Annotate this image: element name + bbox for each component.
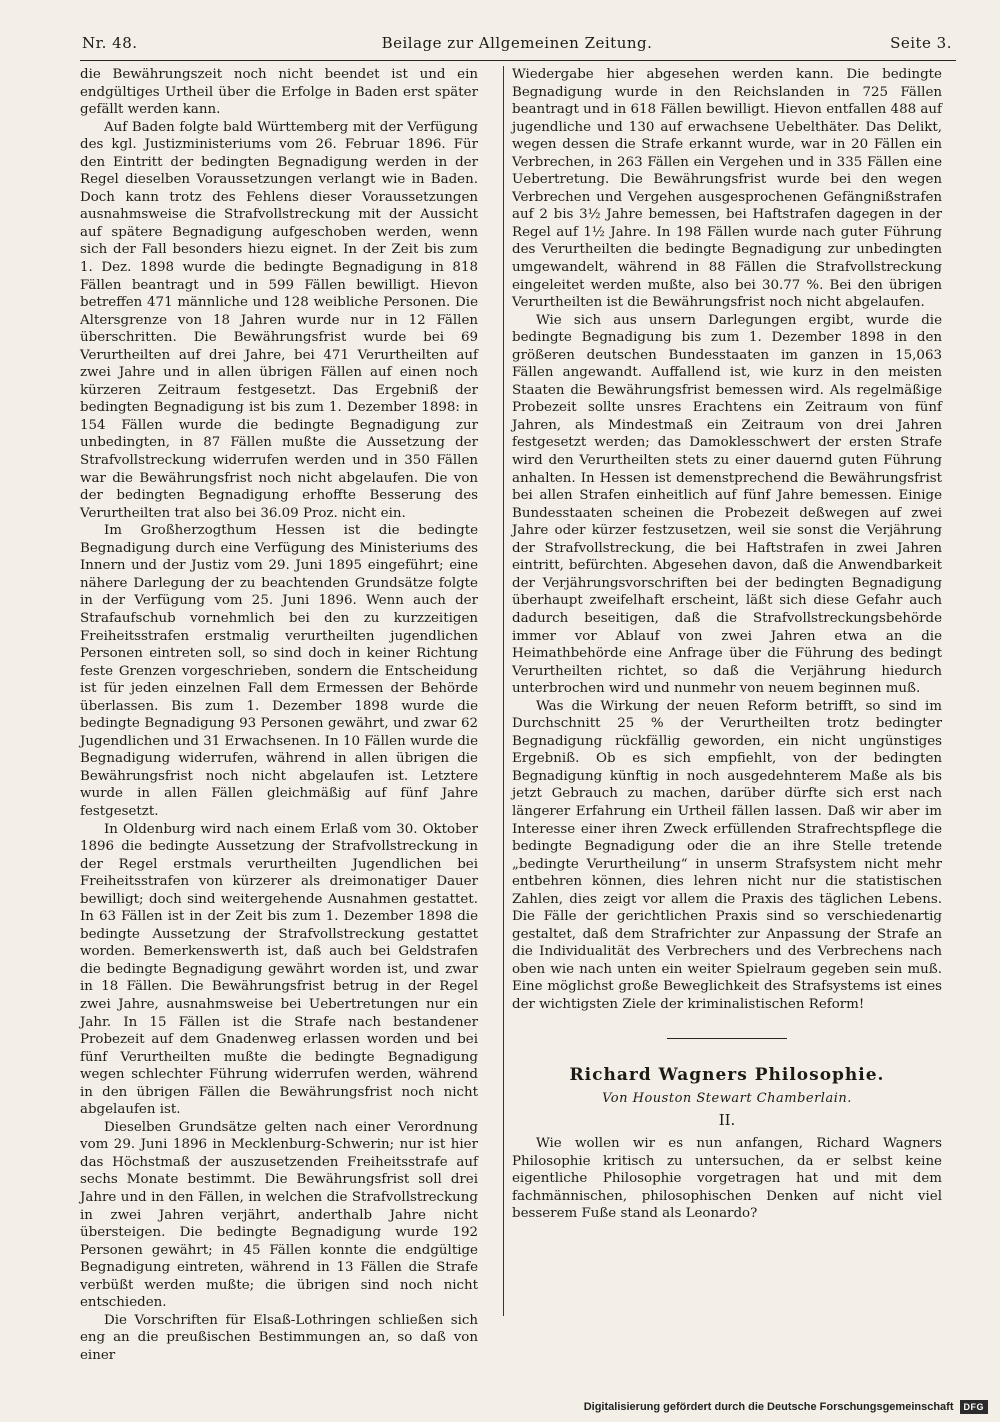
left-paragraph-1: die Bewährungszeit noch nicht beendet ist und ein endgültiges Urtheil über die Erfolge in Baden erst später gefällt werden kann. [80,67,478,118]
right-paragraph-3: Was die Wirkung der neuen Reform betrifft, so sind im Durchschnitt 25 % der Verurtheilten trotz bedingter Begnadigung rückfällig geworden, ein nicht ungünstiges Ergebniß. Ob es sich empfiehlt, von der bedingten Begnadigung künftig in noch ausgedehnterem Maße als bis jetzt Gebrauch zu machen, darüber dürfte sich erst nach längerer Erfahrung ein Urtheil fällen lassen. Daß wir aber im Interesse einer ihren Zweck erfüllenden Strafrechtspflege die bedingte Begnadigung oder die an ihre Stelle tretende „bedingte Verurtheilung“ in unserm Strafsystem nicht mehr entbehren können, dies lehren nicht nur die statistischen Zahlen, dies zeigt vor allem die Praxis des täglichen Lebens. Die Fälle der gerichtlichen Praxis sind so verschiedenartig gestaltet, daß dem Strafrichter zur Anpassung der Strafe an die Individualität des Verbrechers und des Verbrechens nach oben wie nach unten ein weiter Spielraum gegeben sein muß. Eine möglichst große Beweglichkeit des Strafsystems ist eines der wichtigsten Ziele der kriminalistischen Reform! [512,698,942,1012]
left-paragraph-3: Im Großherzogthum Hessen ist die bedingte Begnadigung durch eine Verfügung des Ministeriums des Innern und der Justiz vom 29. Juni 1895 eingeführt; eine nähere Darlegung der zu beachtenden Grundsätze folgte in der Verfügung vom 25. Juni 1896. Wenn auch der Strafaufschub vornehmlich bei den zu kurzzeitigen Freiheitsstrafen erstmalig verurtheilten jugendlichen Personen eintreten soll, so sind doch in keiner Richtung feste Grenzen vorgeschrieben, sondern die Entscheidung ist für jeden einzelnen Fall dem Ermessen der Behörde überlassen. Bis zum 1. Dezember 1898 wurde die bedingte Begnadigung 93 Personen gewährt, und zwar 62 Jugendlichen und 31 Erwachsenen. In 10 Fällen wurde die Begnadigung widerrufen, während in allen übrigen die Bewährungsfrist noch nicht abgelaufen ist. Letztere wurde in allen Fällen gleichmäßig auf fünf Jahre festgesetzt. [80,523,478,819]
dfg-logo: DFG [960,1400,989,1414]
left-paragraph-2: Auf Baden folgte bald Württemberg mit der Verfügung des kgl. Justizministeriums vom 26. Februar 1896. Für den Eintritt der bedingten Begnadigung werden in der Regel dieselben Voraussetzungen verlangt wie in Baden. Doch kann trotz des Fehlens dieser Voraussetzungen ausnahmsweise die Strafvollstreckung mit der Aussicht auf spätere Begnadigung aufgeschoben werden, wenn sich der Fall besonders hiezu eignet. In der Zeit bis zum 1. Dez. 1898 wurde die bedingte Begnadigung in 818 Fällen beantragt und in 599 Fällen bewilligt. Hievon betreffen 471 männliche und 128 weibliche Personen. Die Altersgrenze von 18 Jahren wurde nur in 12 Fällen überschritten. Die Bewährungsfrist wurde bei 69 Verurtheilten auf drei Jahre, bei 471 Verurtheilten auf zwei Jahre und in allen übrigen Fällen auf einen noch kürzeren Zeitraum festgesetzt. Das Ergebniß der bedingten Begnadigung ist bis zum 1. Dezember 1898: in 154 Fällen wurde die bedingte Begnadigung zur unbedingten, in 87 Fällen mußte die Aussetzung der Strafvollstreckung widerrufen werden und in 350 Fällen war die Bewährungsfrist noch nicht abgelaufen. Die von der bedingten Begnadigung erhoffte Besserung des Verurtheilten trat also bei 36.09 Proz. nicht ein. [80,119,478,521]
article-part-number: II. [718,1110,736,1129]
column-divider [503,66,504,1316]
left-paragraph-6: Die Vorschriften für Elsaß-Lothringen schließen sich eng an die preußischen Bestimmungen an, so daß von einer [80,1312,478,1363]
right-paragraph-1: Wiedergabe hier abgesehen werden kann. Die bedingte Begnadigung wurde in den Reichslanden in 725 Fällen beantragt und in 618 Fällen bewilligt. Hievon entfallen 488 auf jugendliche und 130 auf erwachsene Uebelthäter. Das Delikt, wegen dessen die Strafe erkannt wurde, war in 20 Fällen ein Verbrechen, in 263 Fällen ein Vergehen und in 335 Fällen eine Uebertretung. Die Bewährungsfrist wurde bei den wegen Verbrechen und Vergehen ausgesprochenen Gefängnißstrafen auf 2 bis 3½ Jahre bemessen, bei Haftstrafen dagegen in der Regel auf 1½ Jahre. In 198 Fällen wurde nach guter Führung des Verurtheilten die bedingte Begnadigung zur unbedingten umgewandelt, während in 88 Fällen die Strafvollstreckung eingeleitet werden mußte, also bei 30.77 %. Bei den übrigen Verurtheilten ist die Bewährungsfrist noch nicht abgelaufen. [512,67,942,311]
left-paragraph-5: Dieselben Grundsätze gelten nach einer Verordnung vom 29. Juni 1896 in Mecklenburg-Schwerin; nur ist hier das Höchstmaß der auszusetzenden Freiheitsstrafe auf sechs Monate bestimmt. Die Bewährungsfrist soll drei Jahre und in den Fällen, in welchen die Strafvollstreckung in zwei Jahren verjährt, anderthalb Jahre nicht übersteigen. Die bedingte Begnadigung wurde 192 Personen gewährt; in 45 Fällen konnte die endgültige Begnadigung eintreten, während in 13 Fällen die Strafe verbüßt werden mußte; die übrigen sind noch nicht entschieden. [80,1119,478,1311]
left-column [80,66,478,1364]
page-header [82,34,952,58]
right-paragraph-2: Wie sich aus unsern Darlegungen ergibt, wurde die bedingte Begnadigung bis zum 1. Dezember 1898 in den größeren deutschen Bundesstaaten im ganzen in 15,063 Fällen angewandt. Auffallend ist, wie kurz in den meisten Staaten die Bewährungsfrist bemessen wird. Als regelmäßige Probezeit sollte unsres Erachtens ein Zeitraum von fünf Jahren, als Mindestmaß ein Zeitraum von drei Jahren festgesetzt werden; das Damoklesschwert der ersten Strafe wird den Verurtheilten stets zu einer dauernd guten Führung anhalten. In Hessen ist demenstprechend die Bewährungsfrist bei allen Strafen einheitlich auf fünf Jahre bemessen. Einige Bundesstaaten scheinen die Probezeit deßwegen auf zwei Jahre oder kürzer festzusetzen, weil sie sonst die Verjährung der Strafvollstreckung, die bei Haftstrafen in zwei Jahren eintritt, befürchten. Abgesehen davon, daß die Anwendbarkeit der Verjährungsvorschriften bei der bedingten Begnadigung überhaupt zweifelhaft erscheint, läßt sich diese Gefahr auch dadurch beseitigen, daß die Strafvollstreckungsbehörde immer vor Ablauf von zwei Jahren etwa an die Heimathbehörde eine Anfrage über die Führung des bedingt Verurtheilten richtet, so daß die Verjährung hiedurch unterbrochen wird und nunmehr von neuem beginnen muß. [512,312,942,697]
issue-number: Nr. 48. [82,34,138,52]
digitization-footer [584,1400,988,1414]
page-number: Seite 3. [890,34,952,52]
article-byline: Von Houston Stewart Chamberlain. [602,1091,852,1107]
header-rule [80,60,956,61]
left-paragraph-4: In Oldenburg wird nach einem Erlaß vom 30. Oktober 1896 die bedingte Aussetzung der Strafvollstreckung in der Regel erstmals verurtheilten Jugendlichen bei Freiheitsstrafen von kürzerer als dreimonatiger Dauer bewilligt; doch sind weitergehende Ausnahmen gestattet. In 63 Fällen ist in der Zeit bis zum 1. Dezember 1898 die bedingte Aussetzung der Strafvollstreckung gestattet worden. Bemerkenswerth ist, daß auch bei Geldstrafen die bedingte Begnadigung gewährt worden ist, und zwar in 18 Fällen. Die Bewährungsfrist betrug in der Regel zwei Jahre, ausnahmsweise bei Uebertretungen nur ein Jahr. In 15 Fällen ist die Strafe nach bestandener Probezeit auf dem Gnadenweg erlassen worden und bei fünf Verurtheilten mußte die bedingte Begnadigung wegen schlechter Führung widerrufen werden, während in den übrigen Fällen die Bewährungsfrist noch nicht abgelaufen ist. [80,821,478,1118]
right-column [512,66,942,1223]
supplement-title: Beilage zur Allgemeinen Zeitung. [381,34,653,52]
section-separator [667,1038,787,1039]
footer-text: Digitalisierung gefördert durch die Deutsche Forschungsgemeinschaft [583,1401,954,1413]
article-paragraph-1: Wie wollen wir es nun anfangen, Richard Wagners Philosophie kritisch zu untersuchen, da er selbst keine eigentliche Philosophie vorgetragen hat und mit dem fachmännischen, philosophischen Denken auf nicht viel besserem Fuße stand als Leonardo? [512,1136,942,1222]
article-title: Richard Wagners Philosophie. [569,1064,885,1085]
